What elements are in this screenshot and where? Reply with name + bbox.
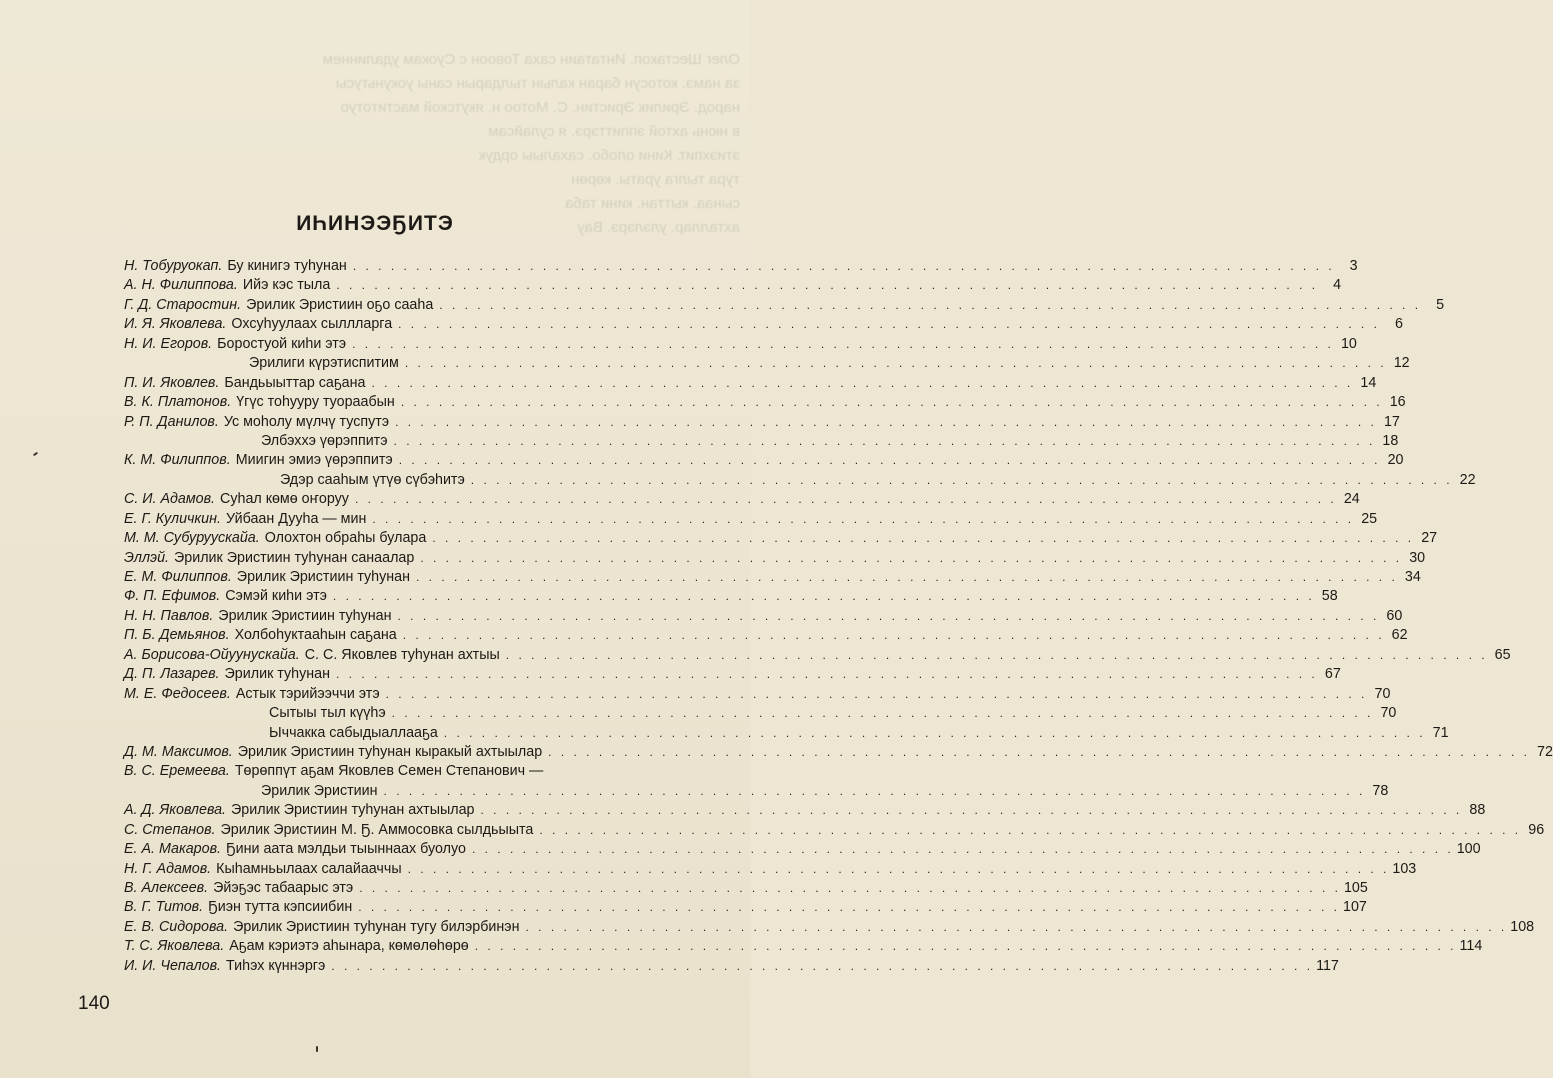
toc-entry — [124, 490, 1360, 509]
leader-dots — [359, 879, 1341, 898]
leader-dots — [336, 276, 1318, 295]
toc-page: 25 — [1361, 510, 1378, 527]
toc-entry — [124, 451, 1404, 470]
toc-entry — [124, 432, 1399, 451]
toc-entry — [124, 743, 1553, 762]
leader-dots — [472, 840, 1454, 859]
toc-title: Тиһэх күннэргэ — [226, 957, 326, 974]
toc-title: Аҕам кэриэтэ аһынара, көмөлөһөрө — [229, 938, 469, 955]
toc-page: 107 — [1343, 899, 1367, 916]
toc-page: 65 — [1494, 646, 1511, 663]
toc-title: Эдэр сааһым үтүө сүбэһитэ — [280, 471, 465, 488]
leader-dots — [372, 374, 1354, 393]
toc-author: Е. Г. Куличкин. — [124, 510, 221, 527]
toc-entry — [124, 587, 1338, 606]
toc-title: Эрилик Эристиин туһунан санаалар — [174, 549, 415, 566]
toc-title: Астык тэрийээччи этэ — [235, 685, 380, 702]
toc-title: Ыччакка сабыдыаллааҕа — [269, 724, 438, 741]
toc-entry — [124, 471, 1476, 490]
toc-title: Уйбаан Дууһа — мин — [225, 510, 367, 527]
toc-entry — [124, 937, 1483, 956]
toc-page: 6 — [1394, 316, 1403, 333]
toc-author: И. И. Чепалов. — [124, 957, 222, 974]
toc-title: Эрилик Эристиин туһунан тугу билэрбинэн — [233, 918, 520, 935]
toc-author: Е. А. Макаров. — [124, 841, 222, 858]
toc-author: М. М. Субуруускайа. — [124, 530, 260, 547]
toc-author: Т. С. Яковлева. — [124, 938, 225, 955]
leader-dots — [416, 568, 1398, 587]
toc-page: 103 — [1392, 860, 1417, 877]
toc-author: Н. Н. Павлов. — [124, 607, 214, 624]
scan-speck — [33, 452, 38, 457]
toc-entry — [124, 413, 1400, 432]
toc-author: А. Д. Яковлева. — [124, 802, 227, 819]
leader-dots — [352, 335, 1334, 354]
toc-page: 70 — [1374, 685, 1391, 702]
toc-author: С. Степанов. — [124, 821, 216, 838]
toc-page: 72 — [1537, 743, 1553, 760]
page-number: 140 — [78, 993, 110, 1014]
leader-dots — [394, 432, 1376, 451]
toc-title: Ийэ кэс тыла — [242, 277, 331, 294]
leader-dots — [405, 354, 1387, 373]
bleed-through-text: Олег Шестакоп. Интатаин саха Товоон с Суокам удалиннем за намэ. котосун баран калын тылдарын саны уокуньтусы народ. Эрилик Эристин. С. Мотоо н. якутской маститотуо в нюнь ахтой эппиттэрэ. я сулайсам этиэхпит. Кини олобо. сахалыы ордук тура тылга ураты. көрөн сынаа. кыттан. кини таба ахталлар. улэлэрэ. Вау — [322, 51, 740, 236]
toc-title: Эрилиги күрэтиспитим — [249, 355, 399, 372]
leader-dots — [539, 821, 1521, 840]
leader-dots — [475, 937, 1457, 956]
toc-page: 78 — [1372, 782, 1389, 799]
toc-entry — [124, 879, 1368, 898]
toc-author: И. Я. Яковлева. — [124, 316, 227, 333]
toc-title: Эрилик Эристиин туһунан — [218, 607, 392, 624]
toc-page: 3 — [1349, 258, 1358, 274]
leader-dots — [506, 646, 1488, 665]
toc-title: Олохтон обраһы булара — [264, 530, 427, 547]
toc-title: Эрилик Эристиин оҕо сааһа — [246, 296, 434, 313]
toc-page: 30 — [1409, 549, 1426, 566]
leader-dots — [481, 801, 1463, 820]
toc-entry — [124, 374, 1377, 393]
toc-title: Миигин эмиэ үөрэппитэ — [235, 452, 393, 469]
toc-entry — [124, 354, 1410, 373]
toc-entry — [124, 724, 1449, 743]
toc-page: 24 — [1343, 491, 1360, 508]
toc-author: В. К. Платонов. — [124, 394, 232, 411]
toc-author: Д. М. Максимов. — [124, 743, 233, 760]
toc-author: Д. П. Лазарев. — [124, 666, 220, 683]
toc-title: Эрилик Эристиин туһунан кыракый ахтыылар — [237, 743, 543, 760]
toc-title: Бандьыыттар саҕана — [224, 374, 366, 391]
toc-entry — [124, 918, 1535, 937]
toc-author: Эллэй. — [124, 549, 169, 566]
toc-author: Ф. П. Ефимов. — [124, 588, 221, 605]
toc-page: 71 — [1432, 724, 1449, 741]
leader-dots — [432, 529, 1414, 548]
toc-author: Н. Г. Адамов. — [124, 860, 212, 877]
toc-title: Эрилик Эристиин — [261, 782, 378, 799]
toc-entry — [124, 549, 1426, 568]
toc-page: 18 — [1382, 432, 1399, 449]
toc-entry — [124, 568, 1421, 587]
leader-dots — [398, 315, 1380, 334]
toc-author: С. И. Адамов. — [124, 491, 216, 508]
toc-author: Н. И. Егоров. — [124, 335, 213, 352]
toc-page: 70 — [1380, 705, 1397, 722]
toc-entry — [124, 529, 1438, 548]
toc-title: Элбэххэ үөрэппитэ — [261, 432, 388, 449]
toc-title: Боростуой киһи этэ — [217, 335, 347, 352]
toc-page: 117 — [1316, 957, 1339, 974]
toc-entry — [124, 257, 1358, 276]
leader-dots — [399, 451, 1381, 470]
toc-title: Төрөппүт аҕам Яковлев Семен Степанович — — [234, 763, 544, 780]
toc-title: Ус моһолу мүлчү туспутэ — [223, 413, 390, 430]
toc-page: 16 — [1389, 394, 1406, 411]
leader-dots — [395, 413, 1377, 432]
toc-page: 96 — [1528, 821, 1545, 838]
toc-title: Кыһамньылаах салайааччы — [216, 860, 402, 877]
toc-author: Е. М. Филиппов. — [124, 569, 232, 585]
toc-page: 88 — [1469, 802, 1486, 819]
toc-author: К. М. Филиппов. — [124, 452, 231, 469]
toc-page: 114 — [1459, 938, 1483, 955]
toc-title: Сытыы тыл күүһэ — [269, 705, 386, 722]
leader-dots — [386, 685, 1368, 704]
toc-page: 27 — [1421, 530, 1438, 547]
toc-title: Охсуһуулаах сыллларга — [231, 316, 393, 333]
toc-author: П. Б. Демьянов. — [124, 627, 230, 644]
leader-dots — [525, 918, 1507, 937]
toc-entry — [124, 335, 1357, 354]
toc-title: Эйэҕэс табаарыс этэ — [213, 880, 354, 896]
toc-entry — [124, 957, 1339, 976]
toc-page: 20 — [1387, 452, 1404, 469]
toc-author: П. И. Яковлев. — [124, 374, 220, 391]
toc-author: Н. Тобуруокап. — [124, 258, 223, 274]
toc-entry — [124, 315, 1403, 334]
toc-author: Р. П. Данилов. — [124, 413, 219, 430]
toc-entry — [124, 393, 1406, 412]
toc-title: Бу кинигэ туһунан — [227, 258, 347, 274]
leader-dots — [444, 724, 1426, 743]
toc-page: 108 — [1510, 918, 1535, 935]
toc-entry — [124, 801, 1486, 820]
toc-title: Эрилик Эристиин М. Ҕ. Аммосовка сылдьыыта — [220, 821, 534, 838]
toc-title: Суһал көмө оҥоруу — [220, 491, 349, 508]
toc-entry — [124, 685, 1391, 704]
toc-page: 5 — [1436, 296, 1445, 313]
leader-dots — [439, 296, 1421, 315]
toc-page: 22 — [1459, 471, 1476, 488]
leader-dots — [398, 607, 1380, 626]
toc-title: Үгүс тоһууру туораабын — [236, 394, 395, 411]
toc-title: Ҕиэн тутта кэпсиибин — [208, 899, 353, 916]
toc-entry — [124, 860, 1417, 879]
leader-dots — [333, 587, 1315, 606]
leader-dots — [420, 549, 1402, 568]
scan-speck — [316, 1046, 318, 1052]
toc-entry — [124, 276, 1342, 295]
toc-entry — [124, 762, 687, 781]
toc-entry — [124, 821, 1545, 840]
toc-page: 67 — [1324, 666, 1341, 683]
leader-dots — [331, 957, 1313, 976]
toc-author: А. Н. Филиппова. — [124, 277, 238, 294]
toc-author: В. Г. Титов. — [124, 899, 204, 916]
leader-dots — [336, 665, 1318, 684]
leader-dots — [372, 510, 1354, 529]
toc-page: 4 — [1333, 277, 1342, 294]
toc-title: С. С. Яковлев туһунан ахтыы — [304, 646, 500, 663]
leader-dots — [408, 860, 1390, 879]
leader-dots — [355, 490, 1337, 509]
leader-dots — [548, 743, 1530, 762]
toc-author: М. Е. Федосеев. — [124, 685, 231, 702]
toc-page: 17 — [1383, 413, 1400, 430]
toc-entry — [124, 510, 1378, 529]
leader-dots — [384, 782, 1366, 801]
toc-entry — [124, 704, 1397, 723]
toc-entry — [124, 646, 1511, 665]
toc-entry — [124, 607, 1403, 626]
toc-page: 100 — [1456, 841, 1481, 858]
toc-title: Эрилик туһунан — [224, 666, 330, 683]
toc-entry — [124, 840, 1481, 859]
leader-dots — [392, 704, 1374, 723]
toc-entry — [124, 898, 1367, 917]
toc-author: В. Алексеев. — [124, 880, 209, 896]
toc-author: В. С. Еремеева. — [124, 763, 230, 780]
toc-page: 14 — [1360, 374, 1377, 391]
toc-page: 60 — [1386, 607, 1403, 624]
toc-title: Эрилик Эристиин туһунан — [236, 569, 411, 585]
toc-title: Ҕини аата мэлдьи тыыннаах буолуо — [226, 841, 466, 858]
toc-page: 62 — [1391, 627, 1408, 644]
toc-entry — [124, 782, 1389, 801]
toc-page: 105 — [1343, 880, 1368, 896]
toc-author: Е. В. Сидорова. — [124, 918, 229, 935]
page-title: ИҺИНЭЭҔИТЭ — [296, 212, 454, 235]
toc-author: А. Борисова-Ойуунускайа. — [124, 646, 300, 663]
toc-title: Холбоһуктааһын саҕана — [234, 627, 397, 644]
toc-page: 10 — [1340, 335, 1357, 352]
toc-entry — [124, 296, 1445, 315]
toc-page: 34 — [1404, 569, 1421, 585]
toc-entry — [124, 665, 1341, 684]
leader-dots — [471, 471, 1453, 490]
leader-dots — [353, 257, 1335, 276]
leader-dots — [358, 898, 1340, 917]
toc-author: Г. Д. Старостин. — [124, 296, 242, 313]
toc-page: 12 — [1393, 355, 1410, 372]
toc-title: Эрилик Эристиин туһунан ахтыылар — [231, 802, 475, 819]
leader-dots — [403, 626, 1385, 645]
toc-entry — [124, 626, 1408, 645]
table-of-contents — [124, 257, 1553, 976]
toc-title: Сэмэй киһи этэ — [225, 588, 327, 605]
leader-dots — [401, 393, 1383, 412]
toc-page: 58 — [1321, 588, 1338, 605]
